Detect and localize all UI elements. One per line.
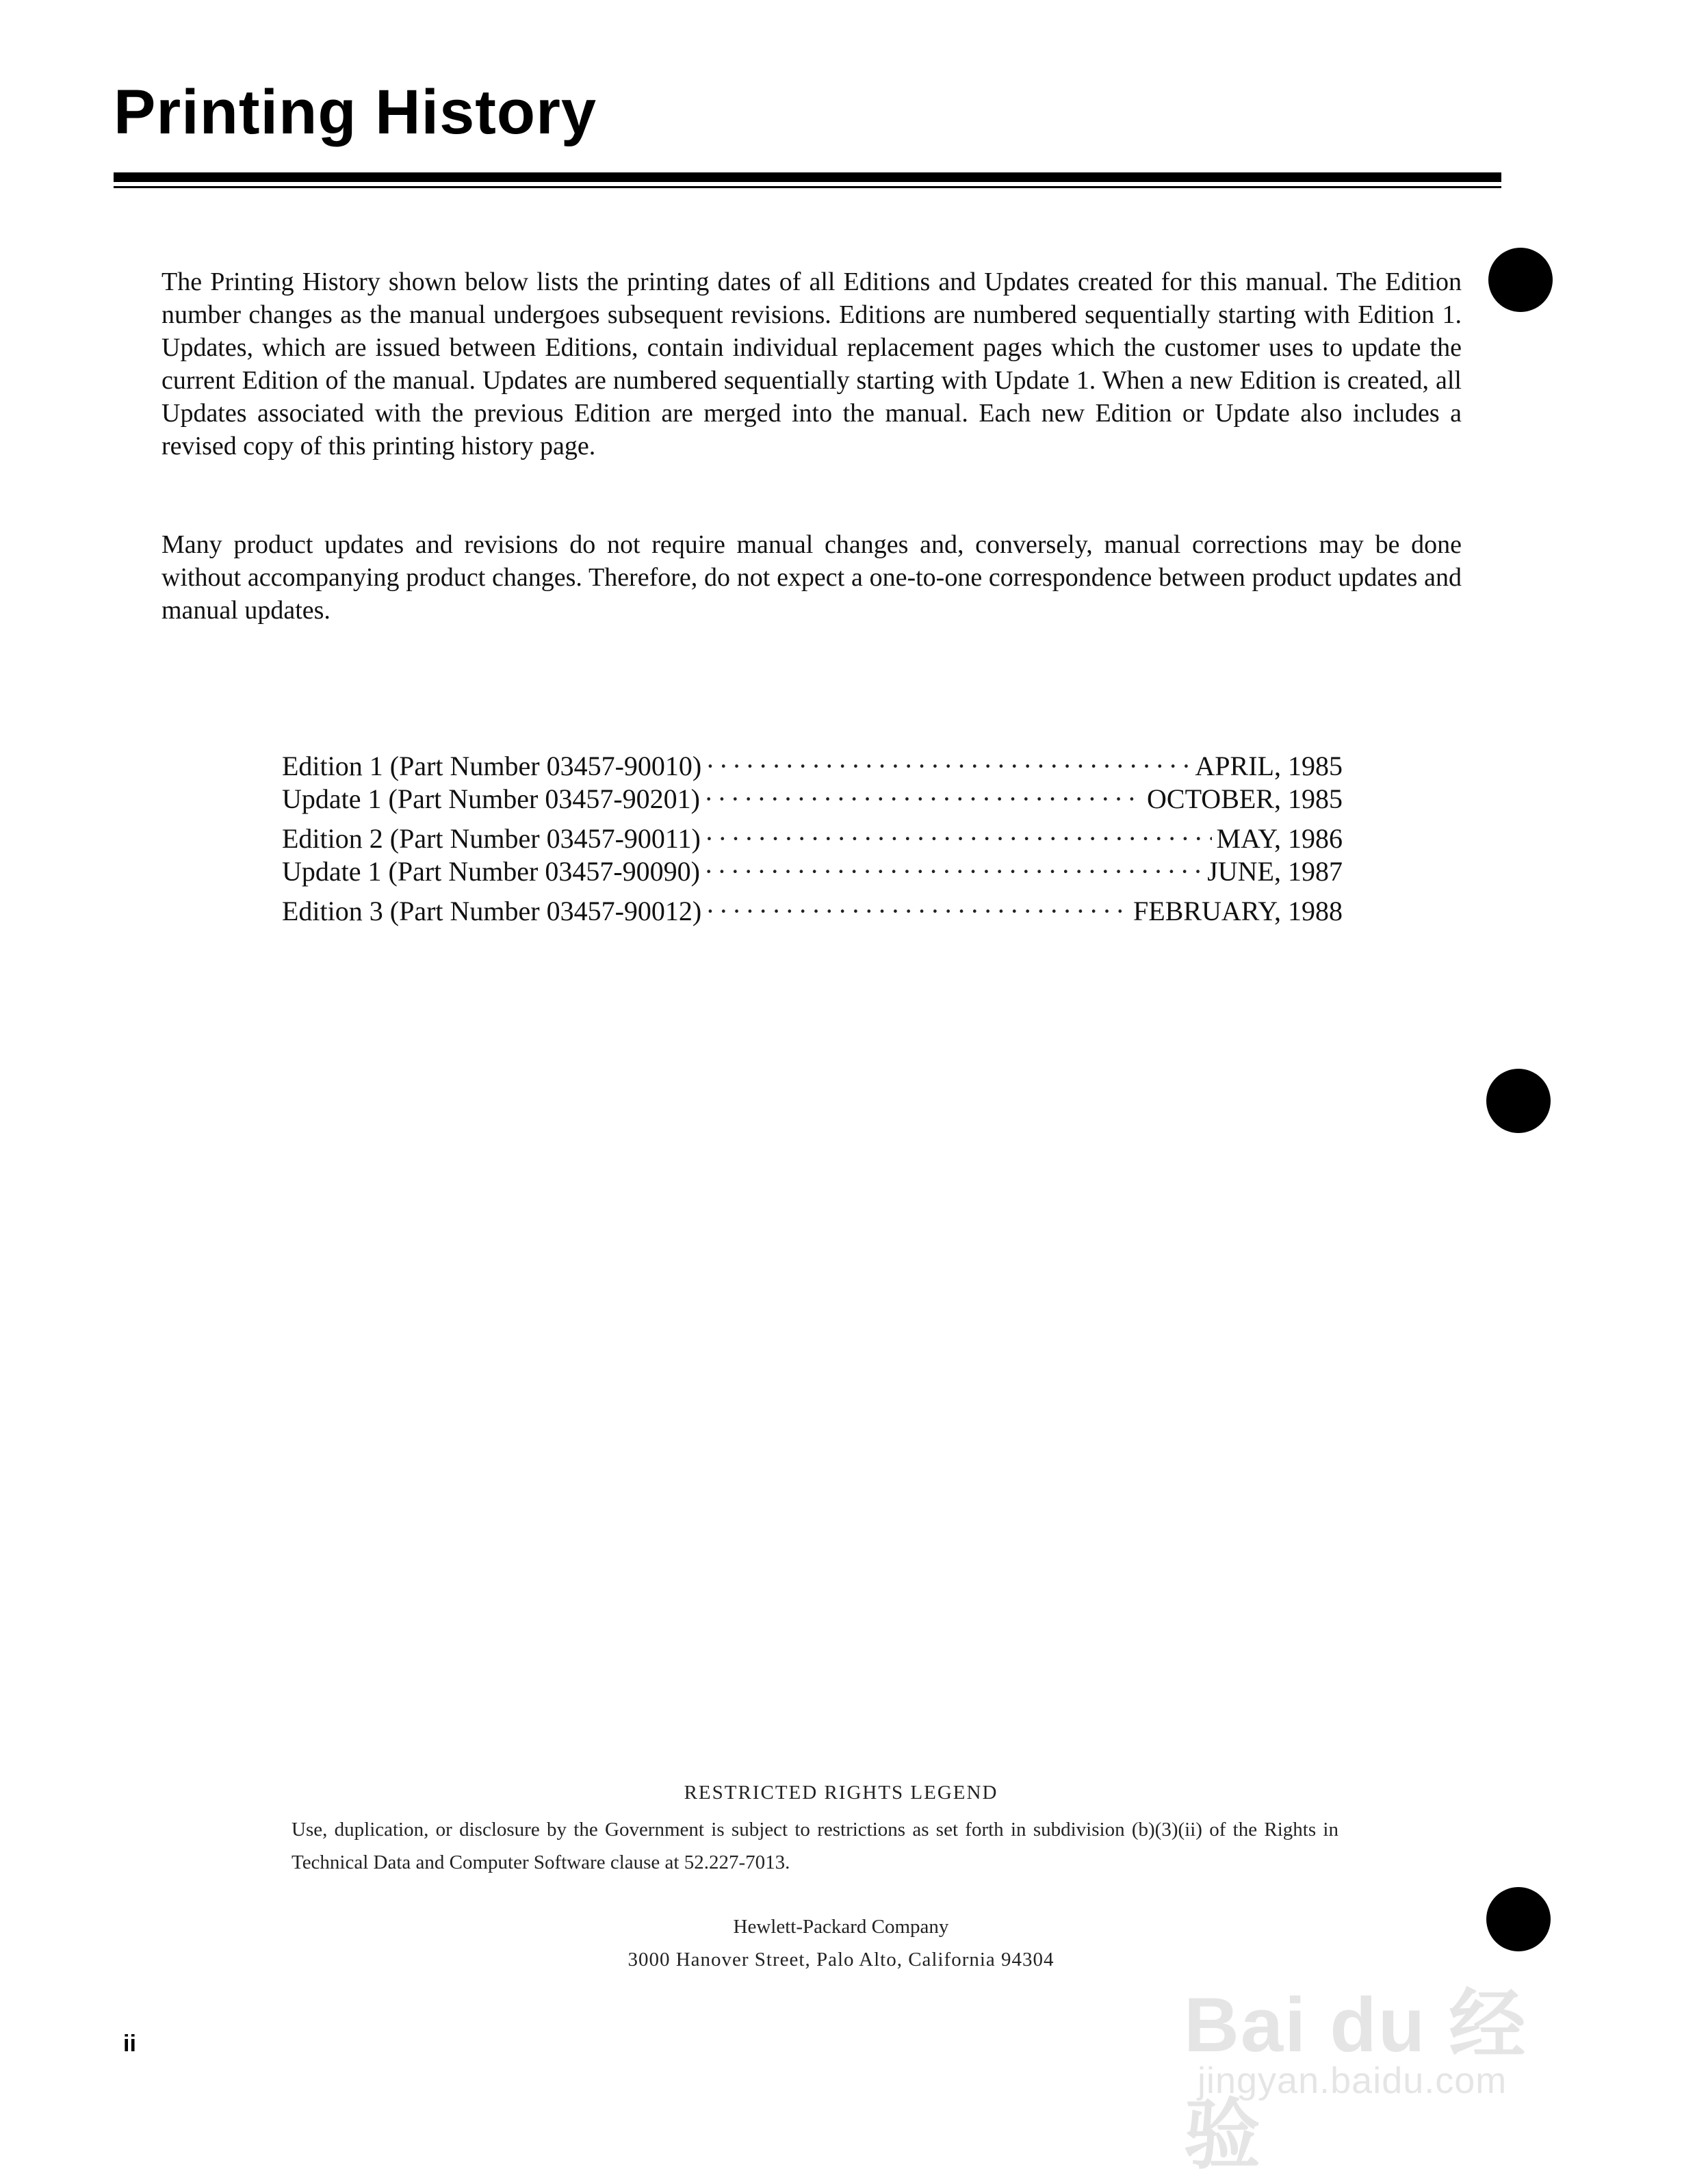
edition-date: OCTOBER, 1985 — [1147, 783, 1343, 814]
edition-date: JUNE, 1987 — [1207, 856, 1343, 887]
punch-hole-icon — [1486, 1887, 1551, 1951]
page-title: Printing History — [114, 77, 597, 147]
dot-leader — [704, 855, 1203, 887]
edition-label: Edition 2 (Part Number 03457-90011) — [282, 823, 701, 854]
edition-list — [282, 750, 1343, 928]
edition-row — [282, 895, 1343, 928]
edition-row — [282, 783, 1343, 816]
dot-leader — [705, 822, 1213, 855]
dot-leader — [706, 750, 1191, 782]
title-rule-thick — [114, 172, 1501, 182]
edition-label: Edition 3 (Part Number 03457-90012) — [282, 896, 702, 926]
punch-hole-icon — [1488, 248, 1553, 312]
dot-leader — [704, 783, 1143, 815]
intro-paragraph-1: The Printing History shown below lists the printing dates of all Editions and Updates created for this manual. The Edition number changes as the manual undergoes subsequent revisions. Editions are numbered sequentially starting with Edition 1. Updates, which are issued between Editions, contain individual replacement pages which the customer uses to update the current Edition of the manual. Updates are numbered sequentially starting with Update 1. When a new Edition is created, all Updates associated with the previous Edition are merged into the manual. Each new Edition or Update also includes a revised copy of this printing history page. — [161, 268, 1462, 460]
company-address: 3000 Hanover Street, Palo Alto, California 94304 — [627, 1949, 1055, 1971]
edition-row — [282, 750, 1343, 783]
dot-leader — [706, 895, 1129, 927]
watermark-brand: Bai du 经验 — [1184, 1982, 1527, 2178]
page-number: ii — [123, 2031, 136, 2057]
baidu-watermark — [1184, 1950, 1588, 2178]
edition-row — [282, 855, 1343, 888]
edition-date: APRIL, 1985 — [1195, 751, 1343, 781]
watermark-url: jingyan.baidu.com — [1198, 2060, 1508, 2101]
company-name: Hewlett-Packard Company — [733, 1916, 949, 1938]
restricted-rights-title: RESTRICTED RIGHTS LEGEND — [684, 1782, 998, 1804]
intro-paragraph-2: Many product updates and revisions do not require manual changes and, conversely, manual corrections may be done without accompanying product changes. Therefore, do not expect a one-to-one correspondence between product updates and manual updates. — [161, 530, 1462, 625]
edition-label: Update 1 (Part Number 03457-90090) — [282, 856, 700, 887]
edition-date: MAY, 1986 — [1216, 823, 1343, 854]
title-rule-thin — [114, 186, 1501, 188]
edition-label: Edition 1 (Part Number 03457-90010) — [282, 751, 702, 781]
punch-hole-icon — [1486, 1069, 1551, 1133]
edition-date: FEBRUARY, 1988 — [1133, 896, 1343, 926]
edition-label: Update 1 (Part Number 03457-90201) — [282, 783, 700, 814]
edition-row — [282, 822, 1343, 855]
restricted-rights-text: Use, duplication, or disclosure by the Government is subject to restrictions as set forth in subdivision (b)(3)(ii) of the Rights in Technical Data and Computer Software clause at 52.227-7013. — [292, 1819, 1338, 1873]
